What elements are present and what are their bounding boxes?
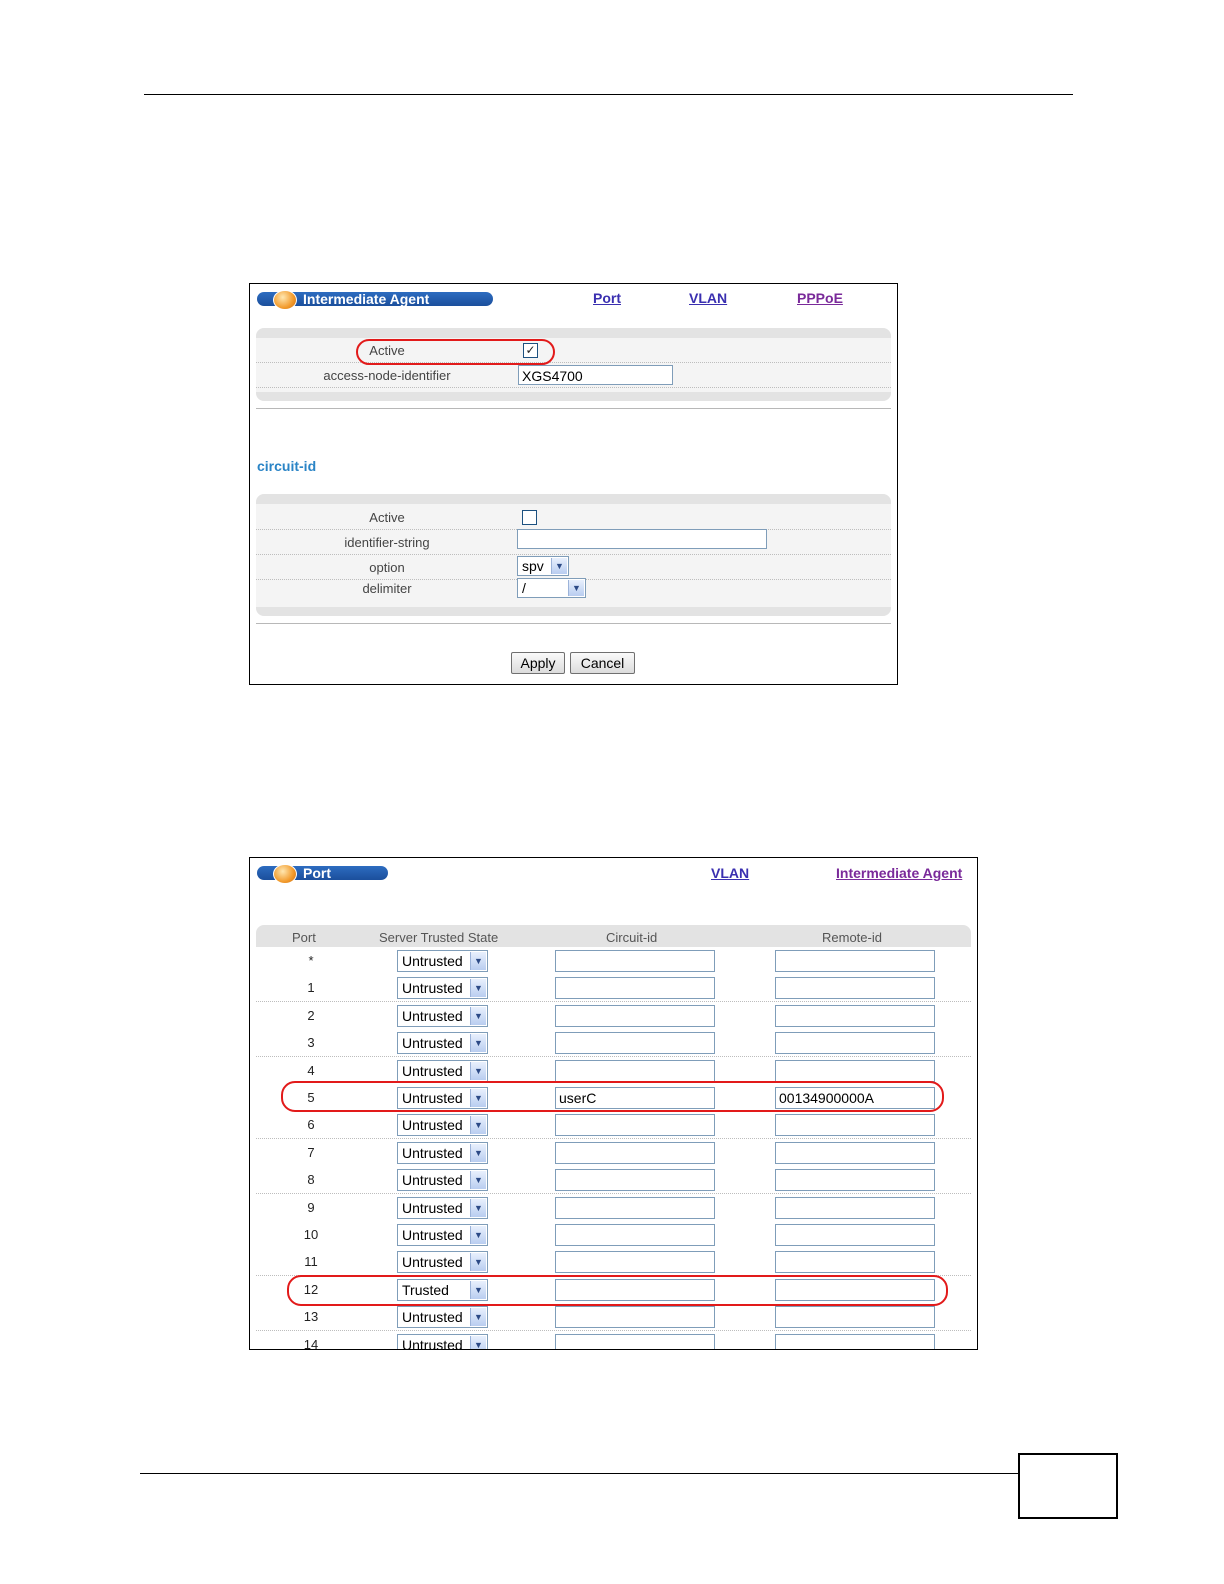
active-row bbox=[256, 338, 891, 363]
nav-link-port[interactable]: Port bbox=[593, 290, 621, 306]
column-header-port: Port bbox=[292, 930, 316, 945]
port-number: 4 bbox=[307, 1062, 315, 1078]
port-number: 5 bbox=[307, 1090, 315, 1105]
trusted-state-value: Untrusted bbox=[402, 1309, 463, 1326]
port-screenshot bbox=[249, 857, 978, 1350]
circuit-id-input[interactable] bbox=[555, 1005, 715, 1027]
apply-button[interactable]: Apply bbox=[511, 652, 565, 674]
port-number: 8 bbox=[307, 1172, 315, 1188]
delimiter-value: / bbox=[522, 580, 526, 596]
delimiter-label: delimiter bbox=[362, 581, 412, 596]
nav-link-vlan[interactable]: VLAN bbox=[711, 865, 750, 881]
circuit-active-checkbox[interactable] bbox=[522, 510, 537, 525]
remote-id-input[interactable] bbox=[775, 1197, 935, 1219]
chevron-down-icon: ▼ bbox=[470, 979, 486, 997]
remote-id-input[interactable] bbox=[775, 1005, 935, 1027]
remote-id-input[interactable]: 00134900000A bbox=[775, 1087, 935, 1109]
page-title: Port bbox=[303, 865, 331, 881]
port-number: 2 bbox=[307, 1007, 315, 1023]
circuit-id-input[interactable]: userC bbox=[555, 1087, 715, 1109]
status-orb-icon bbox=[273, 864, 297, 884]
ani-input[interactable]: XGS4700 bbox=[518, 365, 673, 385]
nav-link-vlan[interactable]: VLAN bbox=[689, 290, 728, 306]
divider bbox=[256, 623, 891, 624]
port-number: 9 bbox=[307, 1199, 315, 1215]
port-number: 14 bbox=[303, 1336, 319, 1350]
trusted-state-value: Untrusted bbox=[402, 1144, 463, 1161]
trusted-state-select[interactable] bbox=[397, 1032, 488, 1054]
table-row bbox=[256, 974, 971, 1002]
identifier-label: identifier-string bbox=[344, 535, 430, 550]
circuit-id-input[interactable] bbox=[555, 1169, 715, 1191]
trusted-state-select[interactable] bbox=[397, 1306, 488, 1328]
identifier-row bbox=[256, 530, 891, 555]
option-label: option bbox=[369, 560, 405, 575]
chevron-down-icon: ▼ bbox=[470, 1007, 486, 1025]
trusted-state-select[interactable] bbox=[397, 977, 488, 999]
port-number: 6 bbox=[307, 1117, 315, 1133]
circuit-id-input[interactable] bbox=[555, 1060, 715, 1082]
table-row bbox=[256, 1194, 971, 1222]
identifier-input[interactable] bbox=[517, 529, 767, 549]
port-number: 12 bbox=[303, 1281, 319, 1297]
trusted-state-select[interactable] bbox=[397, 1224, 488, 1246]
port-number: 3 bbox=[307, 1035, 315, 1051]
chevron-down-icon: ▼ bbox=[470, 1253, 486, 1271]
page-title: Intermediate Agent bbox=[303, 291, 430, 307]
table-row bbox=[256, 1057, 971, 1085]
circuit-id-title: circuit-id bbox=[257, 458, 317, 474]
table-row bbox=[256, 1166, 971, 1194]
cancel-button[interactable]: Cancel bbox=[570, 652, 635, 674]
agent-settings-panel bbox=[256, 328, 891, 401]
circuit-id-input[interactable] bbox=[555, 950, 715, 972]
footer-rule bbox=[140, 1473, 1020, 1474]
trusted-state-value: Untrusted bbox=[402, 1172, 463, 1189]
table-row bbox=[256, 1139, 971, 1167]
port-number: 13 bbox=[303, 1309, 319, 1325]
trusted-state-select[interactable] bbox=[397, 1142, 488, 1164]
remote-id-input[interactable] bbox=[775, 1060, 935, 1082]
trusted-state-value: Untrusted bbox=[402, 1336, 463, 1350]
divider bbox=[256, 408, 891, 409]
circuit-id-input[interactable] bbox=[555, 1142, 715, 1164]
circuit-active-label: Active bbox=[369, 510, 405, 525]
circuit-active-row bbox=[256, 505, 891, 530]
circuit-id-input[interactable] bbox=[555, 1251, 715, 1273]
chevron-down-icon: ▼ bbox=[470, 1171, 486, 1189]
remote-id-input[interactable] bbox=[775, 1224, 935, 1246]
title-bar bbox=[257, 292, 493, 306]
table-row bbox=[256, 1029, 971, 1057]
table-row bbox=[256, 1248, 971, 1276]
circuit-id-input[interactable] bbox=[555, 1197, 715, 1219]
active-label: Active bbox=[369, 343, 405, 358]
port-number: * bbox=[308, 953, 314, 968]
delimiter-row bbox=[256, 580, 891, 604]
port-number: 7 bbox=[307, 1144, 315, 1160]
chevron-down-icon: ▼ bbox=[470, 952, 486, 970]
remote-id-input[interactable] bbox=[775, 1169, 935, 1191]
chevron-down-icon: ▼ bbox=[470, 1089, 486, 1107]
option-select[interactable] bbox=[517, 556, 569, 576]
port-number: 11 bbox=[304, 1254, 318, 1270]
chevron-down-icon: ▼ bbox=[470, 1281, 486, 1299]
ani-row bbox=[256, 363, 891, 388]
trusted-state-select[interactable] bbox=[397, 1114, 488, 1136]
remote-id-input[interactable] bbox=[775, 1142, 935, 1164]
chevron-down-icon: ▼ bbox=[470, 1308, 486, 1326]
remote-id-input[interactable] bbox=[775, 950, 935, 972]
circuit-id-input[interactable] bbox=[555, 1114, 715, 1136]
chevron-down-icon: ▼ bbox=[470, 1226, 486, 1244]
title-bar bbox=[257, 866, 388, 880]
trusted-state-select[interactable] bbox=[397, 1087, 488, 1109]
chevron-down-icon: ▼ bbox=[470, 1336, 486, 1350]
table-row bbox=[256, 1002, 971, 1030]
remote-id-input[interactable] bbox=[775, 1306, 935, 1328]
trusted-state-value: Untrusted bbox=[402, 1090, 463, 1106]
delimiter-select[interactable] bbox=[517, 578, 586, 598]
trusted-state-value: Untrusted bbox=[402, 1007, 463, 1024]
table-row bbox=[256, 1303, 971, 1331]
circuit-id-input[interactable] bbox=[555, 1279, 715, 1301]
chevron-down-icon: ▼ bbox=[470, 1199, 486, 1217]
chevron-down-icon: ▼ bbox=[568, 580, 584, 596]
trusted-state-select[interactable] bbox=[397, 1334, 488, 1350]
remote-id-input[interactable] bbox=[775, 1251, 935, 1273]
remote-id-input[interactable] bbox=[775, 977, 935, 999]
circuit-id-input[interactable] bbox=[555, 1334, 715, 1350]
port-number: 10 bbox=[303, 1227, 319, 1242]
trusted-state-value: Untrusted bbox=[402, 1227, 463, 1243]
trusted-state-select[interactable] bbox=[397, 1279, 488, 1301]
trusted-state-select[interactable] bbox=[397, 950, 488, 972]
remote-id-input[interactable] bbox=[775, 1279, 935, 1301]
circuit-id-input[interactable] bbox=[555, 1224, 715, 1246]
trusted-state-value: Untrusted bbox=[402, 1254, 463, 1271]
trusted-state-value: Untrusted bbox=[402, 1062, 463, 1079]
column-header-circuit-id: Circuit-id bbox=[606, 930, 658, 945]
circuit-id-input[interactable] bbox=[555, 977, 715, 999]
active-checkbox[interactable]: ✓ bbox=[523, 343, 538, 358]
remote-id-input[interactable] bbox=[775, 1334, 935, 1350]
remote-id-input[interactable] bbox=[775, 1114, 935, 1136]
option-value: spv bbox=[522, 558, 544, 574]
trusted-state-select[interactable] bbox=[397, 1169, 488, 1191]
column-header-trusted-state: Server Trusted State bbox=[379, 930, 499, 945]
trusted-state-select[interactable] bbox=[397, 1060, 488, 1082]
trusted-state-value: Untrusted bbox=[402, 953, 463, 969]
chevron-down-icon: ▼ bbox=[470, 1034, 486, 1052]
nav-link-intermediate-agent[interactable]: Intermediate Agent bbox=[836, 865, 963, 881]
trusted-state-select[interactable] bbox=[397, 1005, 488, 1027]
table-row bbox=[256, 947, 971, 975]
chevron-down-icon: ▼ bbox=[470, 1116, 486, 1134]
trusted-state-value: Untrusted bbox=[402, 980, 463, 997]
chevron-down-icon: ▼ bbox=[470, 1062, 486, 1080]
remote-id-input[interactable] bbox=[775, 1032, 935, 1054]
trusted-state-value: Trusted bbox=[402, 1281, 449, 1298]
port-number: 1 bbox=[307, 980, 315, 996]
chevron-down-icon: ▼ bbox=[470, 1144, 486, 1162]
circuit-id-panel bbox=[256, 494, 891, 616]
trusted-state-select[interactable] bbox=[397, 1251, 488, 1273]
intermediate-agent-screenshot bbox=[249, 283, 898, 685]
trusted-state-value: Untrusted bbox=[402, 1035, 463, 1052]
trusted-state-value: Untrusted bbox=[402, 1199, 463, 1216]
circuit-id-input[interactable] bbox=[555, 1306, 715, 1328]
table-row bbox=[256, 1331, 971, 1350]
option-row bbox=[256, 555, 891, 580]
column-header-remote-id: Remote-id bbox=[822, 930, 882, 945]
header-rule bbox=[144, 94, 1073, 95]
ani-label: access-node-identifier bbox=[323, 368, 451, 383]
table-header bbox=[256, 925, 971, 947]
circuit-id-input[interactable] bbox=[555, 1032, 715, 1054]
status-orb-icon bbox=[273, 290, 297, 310]
trusted-state-value: Untrusted bbox=[402, 1117, 463, 1134]
chevron-down-icon: ▼ bbox=[551, 558, 567, 574]
page-number-box bbox=[1018, 1453, 1118, 1519]
nav-link-pppoe[interactable]: PPPoE bbox=[797, 290, 843, 306]
table-row bbox=[256, 1276, 971, 1304]
trusted-state-select[interactable] bbox=[397, 1197, 488, 1219]
table-row bbox=[256, 1111, 971, 1139]
table-row bbox=[256, 1084, 971, 1112]
table-row bbox=[256, 1221, 971, 1249]
